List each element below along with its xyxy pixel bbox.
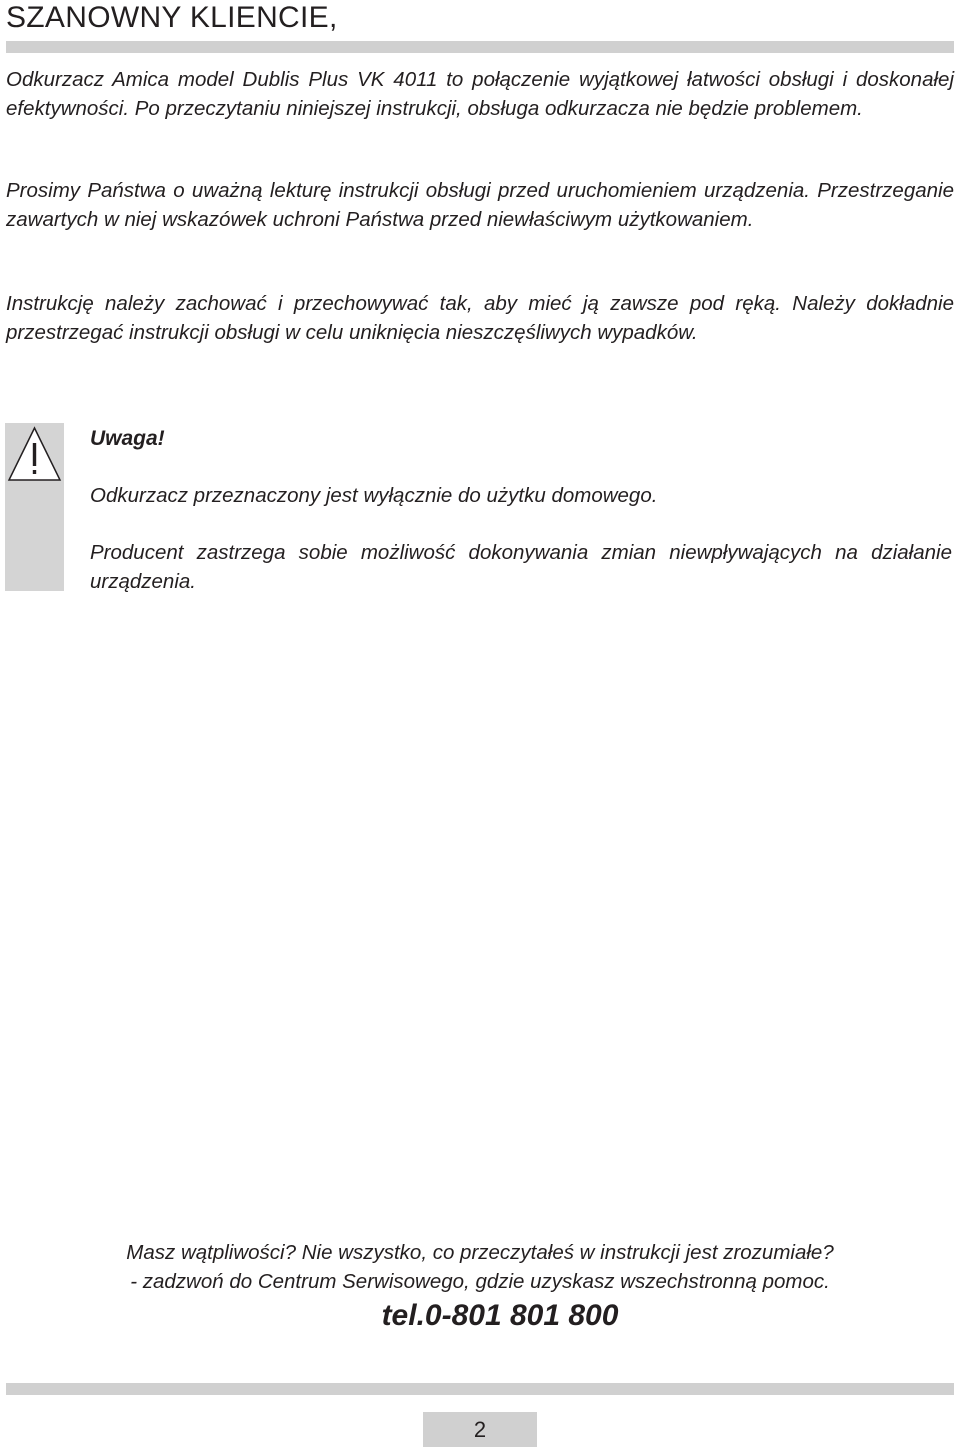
warning-title: Uwaga! [90,427,165,450]
footer-divider [6,1383,954,1395]
warning-text-manufacturer-rights: Producent zastrzega sobie możliwość dokonywania zmian niewpływających na działanie urządzenia. [90,541,952,593]
intro-paragraph-2: Prosimy Państwa o uważną lekturę instrukcji obsługi przed uruchomieniem urządzenia. Przestrzeganie zawartych w niej wskazówek uchroni Państwa przed niewłaściwym użytkowaniem. [6,179,954,231]
page-title: SZANOWNY KLIENCIE, [6,1,338,34]
service-phone-number: tel.0-801 801 800 [381,1299,619,1332]
intro-paragraph-1: Odkurzacz Amica model Dublis Plus VK 4011 to połączenie wyjątkowej łatwości obsługi i doskonałej efektywności. Po przeczytaniu niniejszej instrukcji, obsługa odkurzacza nie będzie problemem. [6,68,954,120]
intro-paragraph-3: Instrukcję należy zachować i przechowywać tak, aby mieć ją zawsze pod ręką. Należy dokładnie przestrzegać instrukcji obsługi w celu uniknięcia nieszczęśliwych wypadków. [6,292,954,344]
warning-text-domestic-use: Odkurzacz przeznaczony jest wyłącznie do użytku domowego. [90,484,658,507]
help-question: Masz wątpliwości? Nie wszystko, co przeczytałeś w instrukcji jest zrozumiałe? [126,1241,834,1264]
page-number: 2 [423,1412,537,1447]
header-divider [6,41,954,53]
warning-triangle-icon [7,425,62,482]
help-service-center: - zadzwoń do Centrum Serwisowego, gdzie uzyskasz wszechstronną pomoc. [130,1270,830,1293]
